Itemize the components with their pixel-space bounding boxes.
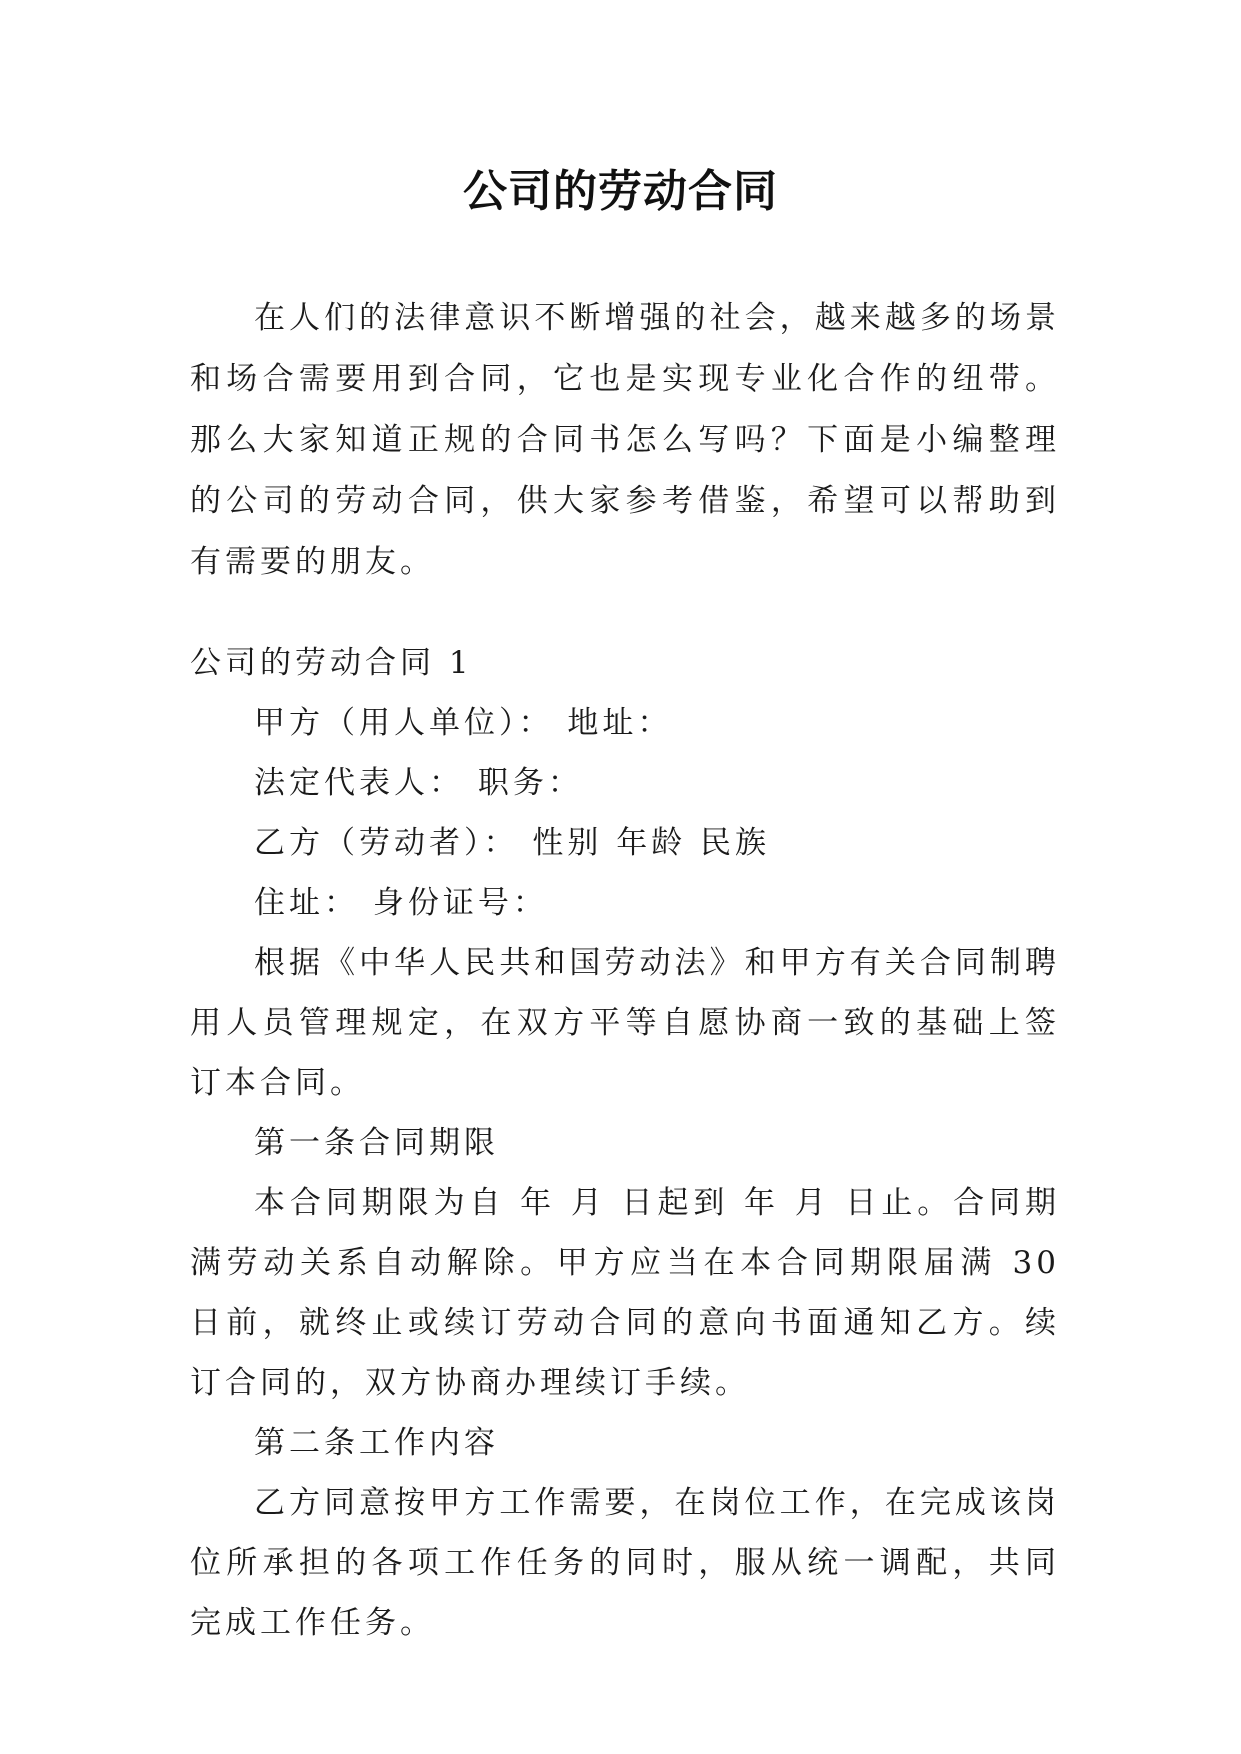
basis-paragraph: 根据《中华人民共和国劳动法》和甲方有关合同制聘用人员管理规定，在双方平等自愿协商一致的基础上签订本合同。 xyxy=(190,945,1060,1101)
article-2-heading: 第二条工作内容 xyxy=(254,1425,499,1461)
document-body xyxy=(190,288,1060,1653)
address-id-line: 住址： 身份证号： xyxy=(254,885,548,921)
intro-paragraph: 在人们的法律意识不断增强的社会，越来越多的场景和场合需要用到合同，它也是实现专业化合作的纽带。那么大家知道正规的合同书怎么写吗？下面是小编整理的公司的劳动合同，供大家参考借鉴，希望可以帮助到有需要的朋友。 xyxy=(190,300,1060,580)
legal-representative-line: 法定代表人： 职务： xyxy=(254,765,583,801)
article-1-paragraph: 本合同期限为自 年 月 日起到 年 月 日止。合同期满劳动关系自动解除。甲方应当在本合同期限届满 30 日前，就终止或续订劳动合同的意向书面通知乙方。续订合同的，双方协商办理续订手续。 xyxy=(190,1185,1060,1401)
section-heading: 公司的劳动合同 1 xyxy=(190,645,473,681)
party-a-line: 甲方（用人单位）： 地址： xyxy=(254,705,673,741)
article-2-paragraph: 乙方同意按甲方工作需要，在岗位工作，在完成该岗位所承担的各项工作任务的同时，服从统一调配，共同完成工作任务。 xyxy=(190,1485,1060,1641)
paragraph-gap xyxy=(190,593,1060,633)
document-title: 公司的劳动合同 xyxy=(463,166,778,217)
party-b-line: 乙方（劳动者）： 性别 年龄 民族 xyxy=(254,825,771,861)
article-1-heading: 第一条合同期限 xyxy=(254,1125,499,1161)
